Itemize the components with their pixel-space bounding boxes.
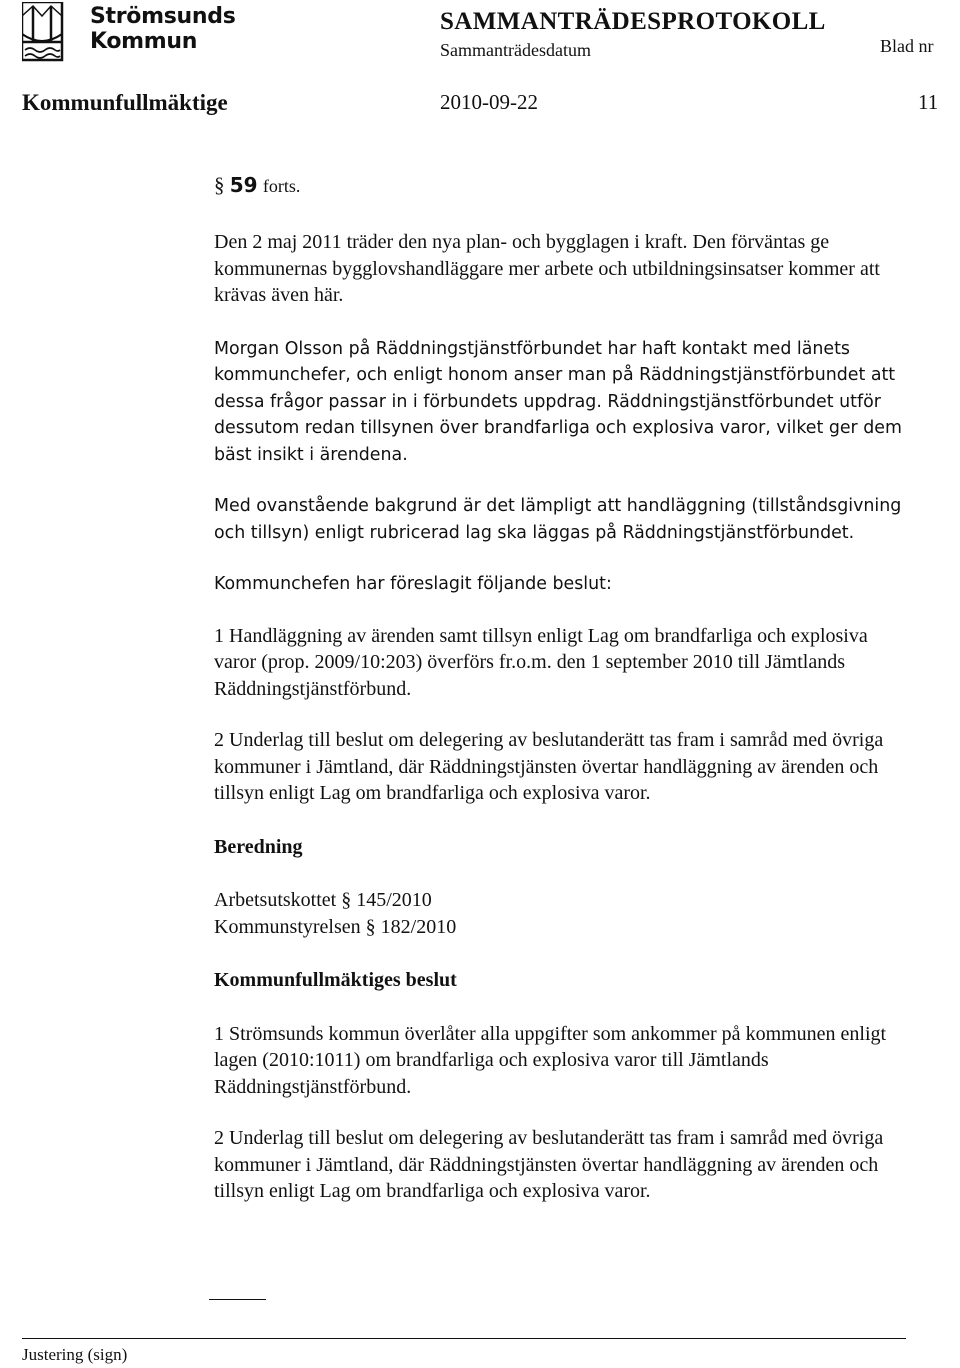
paragraph-plan-law: Den 2 maj 2011 träder den nya plan- och bygglagen i kraft. Den förväntas ge kommunernas bygglovshandläggare mer arbete och utbildningsinsatser kommer att krävas även här.: [214, 231, 880, 306]
signature-divider: [209, 1299, 266, 1300]
section-heading: [214, 172, 914, 199]
protocol-body: [214, 172, 914, 1205]
meeting-date: 2010-09-22: [440, 90, 538, 114]
beredning-heading: Beredning: [214, 835, 303, 858]
logo-line-2: Kommun: [90, 29, 198, 54]
decision-heading: Kommunfullmäktiges beslut: [214, 969, 457, 991]
paragraph-morgan-olsson: Morgan Olsson på Räddningstjänstförbundet har haft kontakt med länets kommunchefer, och enligt honom anser man på Räddningstjänstförbundet att dessa frågor passar in i förbundets uppdrag. Räddningstjänstförbundet utför dessutom redan tillsynen över brandfarliga och explosiva varor, vilket ger dem bäst insikt i ärendena.: [214, 338, 902, 465]
footer-rule: [22, 1338, 906, 1339]
logo-wordmark: [90, 4, 236, 54]
body-name: Kommunfullmäktige: [22, 90, 228, 115]
municipality-logo: [22, 2, 236, 62]
page-number: 11: [918, 90, 939, 114]
proposal-item-2: 2 Underlag till beslut om delegering av beslutanderätt tas fram i samråd med övriga kommuner i Jämtland, där Räddningstjänsten övertar handläggning av ärenden och tillsyn enligt Lag om brandfarliga och explosiva varor.: [214, 729, 884, 804]
decision-item-1: 1 Strömsunds kommun överlåter alla uppgifter som ankommer på kommunen enligt lagen (2010:1011) om brandfarliga och explosiva varor till Jämtlands Räddningstjänstförbund.: [214, 1022, 887, 1098]
document-title: SAMMANTRÄDESPROTOKOLL: [440, 8, 826, 35]
logo-line-1: Strömsunds: [90, 4, 236, 29]
section-suffix: forts.: [262, 176, 301, 196]
justering-label: Justering (sign): [22, 1345, 128, 1364]
bridge-logo-icon: [22, 2, 82, 62]
paragraph-background: Med ovanstående bakgrund är det lämpligt att handläggning (tillståndsgivning och tillsyn) enligt rubricerad lag ska läggas på Räddningstjänstförbundet.: [214, 496, 902, 543]
section-number: 59: [229, 173, 258, 197]
sheet-number-label: Blad nr: [880, 36, 934, 56]
proposal-item-1: 1 Handläggning av ärenden samt tillsyn enligt Lag om brandfarliga och explosiva varor (prop. 2009/10:203) överförs fr.o.m. den 1 september 2010 till Jämtlands Räddningstjänstförbund.: [214, 624, 868, 700]
beredning-line-2: Kommunstyrelsen § 182/2010: [214, 915, 457, 938]
section-symbol: §: [214, 173, 225, 197]
beredning-line-1: Arbetsutskottet § 145/2010: [214, 889, 432, 911]
decision-item-2: 2 Underlag till beslut om delegering av beslutanderätt tas fram i samråd med övriga kommuner i Jämtland, där Räddningstjänsten övertar handläggning av ärenden och tillsyn enligt Lag om brandfarliga och explosiva varor.: [214, 1127, 884, 1202]
paragraph-proposal-intro: Kommunchefen har föreslagit följande beslut:: [214, 574, 612, 594]
meeting-date-label: Sammanträdesdatum: [440, 40, 591, 60]
